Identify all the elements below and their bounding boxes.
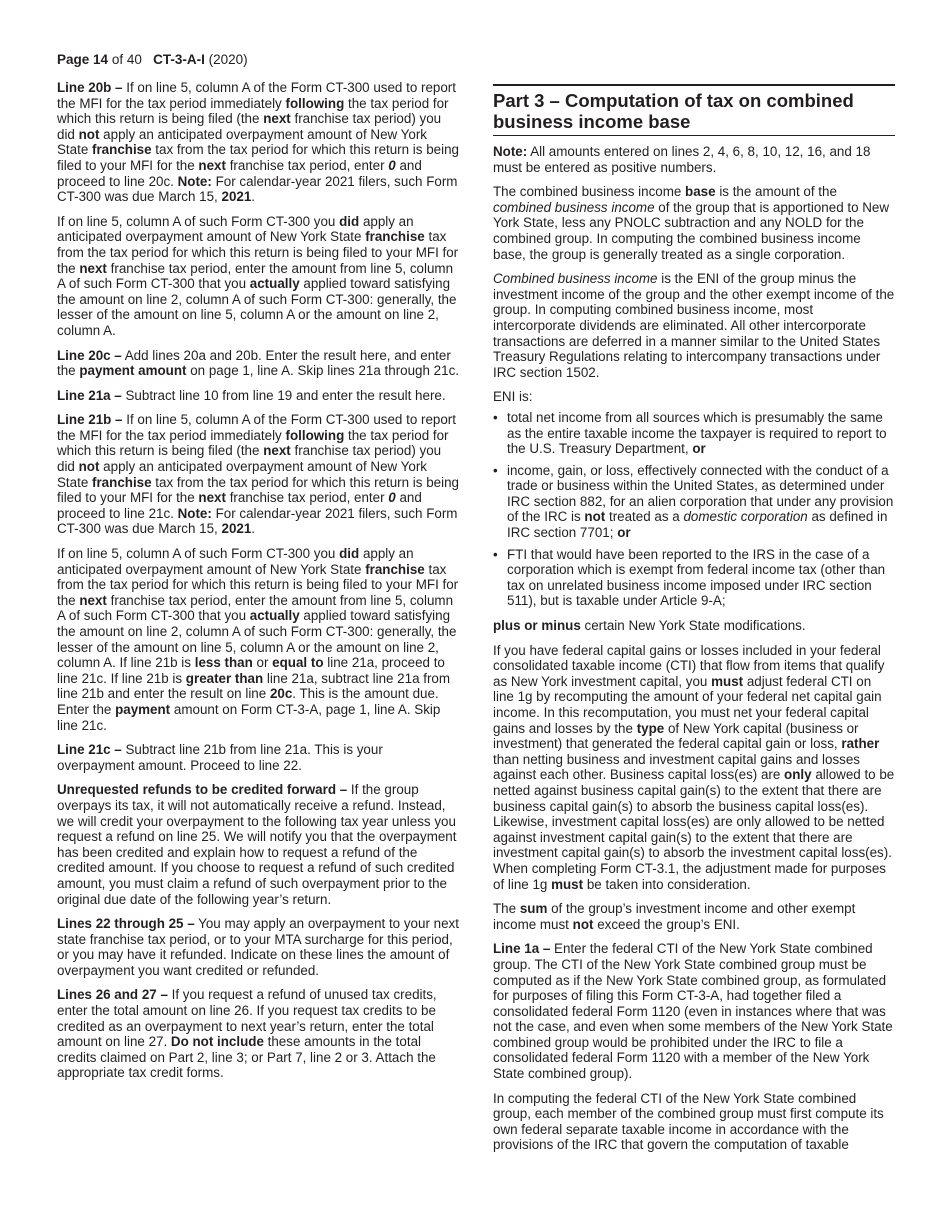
line-21c-paragraph: Line 21c – Subtract line 21b from line 21a. This is your overpayment amount. Proceed to line 22. (57, 742, 383, 773)
unrequested-refunds-paragraph: Unrequested refunds to be credited forward – If the group overpays its tax, it will not automatically receive a refund. Instead, we will credit your overpayment to the following tax year unless you request a refund on line 25. We will notify you that the overpayment has been credited and explain how to request a refund of the credited amount. If you choose to request a refund of such credited amount, you must claim a refund of such overpayment prior to the original due date of the following year’s return. (57, 782, 457, 907)
combined-income-definition-paragraph: Combined business income is the ENI of the group minus the investment income of the group and the other exempt income of the group. In computing combined business income, most intercorporate dividends are eliminated. All other intercorporate transactions are deferred in a manner similar to the United States Treasury Regulations relating to intercompany transactions under IRC section 1502. (493, 271, 895, 380)
line-1a-paragraph: Line 1a – Enter the federal CTI of the New York State combined group. The CTI of the New York State combined group must be computed as if the New York State combined group, as formulated for purposes of filing this Form CT-3-A, had together filed a consolidated federal Form 1120 (even in instances where that was not the case, and even when some members of the New York State combined group would be prohibited under the IRC to file a consolidated federal Form 1120 with a member of the New York State combined group). (493, 941, 893, 1082)
computing-cti-paragraph: In computing the federal CTI of the New York State combined group, each member of the combined group must first compute its own federal separate taxable income in accordance with the provisions of the IRC that govern the computation of taxable (493, 1090, 884, 1153)
list-item: • total net income from all sources which is presumably the same as the entire taxable income the taxpayer is required to report to the U.S. Treasury Department, or (493, 410, 895, 457)
eni-bullet-list (493, 410, 895, 609)
part-3-heading: Part 3 – Computation of tax on combined business income base (493, 84, 895, 136)
page-total: of 40 (111, 52, 142, 67)
plus-or-minus-paragraph: plus or minus certain New York State modifications. (493, 618, 806, 634)
left-column (57, 80, 460, 1090)
eni-is-label: ENI is: (493, 389, 533, 405)
right-column (493, 84, 895, 1162)
lines-22-25-paragraph: Lines 22 through 25 – You may apply an overpayment to your next state franchise tax period, or to your MTA surcharge for this period, or you may have it refunded. Indicate on these lines the amount of overpayment you want credited or refunded. (57, 916, 459, 978)
note-paragraph: Note: All amounts entered on lines 2, 4, 6, 8, 10, 12, 16, and 18 must be entered as positive numbers. (493, 144, 871, 175)
form-year: (2020) (208, 52, 248, 67)
page-header (57, 52, 248, 68)
form-code: CT-3-A-I (153, 52, 205, 67)
capital-gains-paragraph: If you have federal capital gains or losses included in your federal consolidated taxable income (CTI) that flow from items that qualify as New York investment capital, you must adjust federal CTI on line 1g by recomputing the amount of your federal net capital gain income. In this recomputation, you must net your federal capital gains and losses by the type of New York capital (business or investment) that generated the federal capital gain or loss, rather than netting business and investment capital gains and losses against each other. Business capital loss(es) are only allowed to be netted against business capital gain(s) to the extent that there are business capital gain(s) to absorb the business capital loss(es). Likewise, investment capital loss(es) are only allowed to be netted against investment capital gain(s) to the extent that there are investment capital gain(s) to absorb the investment capital loss(es). When completing Form CT-3.1, the adjustment made for purposes of line 1g must be taken into consideration. (493, 642, 895, 892)
list-item: • income, gain, or loss, effectively connected with the conduct of a trade or business within the United States, as determined under IRC section 882, for an alien corporation that under any provision of the IRC is not treated as a domestic corporation as defined in IRC section 7701; or (493, 463, 895, 541)
line-20b-paragraph-1: Line 20b – If on line 5, column A of the Form CT-300 used to report the MFI for the tax period immediately following the tax period for which this return is being filed (the next franchise tax period) you did not apply an anticipated overpayment amount of New York State franchise tax from the tax period for which this return is being filed to your MFI for the next franchise tax period, enter 0 and proceed to line 20c. Note: For calendar-year 2021 filers, such Form CT-300 was due March 15, 2021. (57, 80, 459, 205)
line-20b-paragraph-2: If on line 5, column A of such Form CT-300 you did apply an anticipated overpayment amount of New York State franchise tax from the tax period for which this return is being filed to your MFI for the next franchise tax period, enter the amount from line 5, column A of such Form CT-300 that you actually applied toward satisfying the amount on line 2, column A of such Form CT-300: generally, the lesser of the amount on line 5, column A or the amount on line 2, column A. (57, 213, 459, 338)
line-21b-paragraph-1: Line 21b – If on line 5, column A of the Form CT-300 used to report the MFI for the tax period immediately following the tax period for which this return is being filed (the next franchise tax period) you did not apply an anticipated overpayment amount of New York State franchise tax from the tax period for which this return is being filed to your MFI for the next franchise tax period, enter 0 and proceed to line 21c. Note: For calendar-year 2021 filers, such Form CT-300 was due March 15, 2021. (57, 412, 459, 537)
line-21b-paragraph-2: If on line 5, column A of such Form CT-300 you did apply an anticipated overpayment amount of New York State franchise tax from the tax period for which this return is being filed to your MFI for the next franchise tax period, enter the amount from line 5, column A of such Form CT-300 that you actually applied toward satisfying the amount on line 2, column A of such Form CT-300: generally, the lesser of the amount on line 5, column A or the amount on line 2, column A. If line 21b is less than or equal to line 21a, proceed to line 21c. If line 21b is greater than line 21a, subtract line 21a from line 21b and enter the result on line 20c. This is the amount due. Enter the payment amount on Form CT-3-A, page 1, line A. Skip line 21c. (57, 546, 459, 733)
line-21a-paragraph: Line 21a – Subtract line 10 from line 19 and enter the result here. (57, 387, 446, 403)
sum-paragraph: The sum of the group’s investment income and other exempt income must not exceed the group’s ENI. (493, 901, 856, 932)
lines-26-27-paragraph: Lines 26 and 27 – If you request a refund of unused tax credits, enter the total amount on line 26. If you request tax credits to be credited as an overpayment to next year’s return, enter the total amount on line 27. Do not include these amounts in the total credits claimed on Part 2, line 3; or Part 7, line 2 or 3. Attach the appropriate tax credit forms. (57, 987, 437, 1081)
combined-base-paragraph: The combined business income base is the amount of the combined business income of the group that is apportioned to New York State, less any PNOLC subtraction and any NOLD for the combined group. In computing the combined business income base, the group is generally treated as a single corporation. (493, 184, 890, 262)
list-item: • FTI that would have been reported to the IRS in the case of a corporation which is exempt from federal income tax (other than tax on unrelated business income imposed under IRC section 511), but is taxable under Article 9-A; (493, 547, 895, 609)
page-number: Page 14 (57, 52, 109, 67)
line-20c-paragraph: Line 20c – Add lines 20a and 20b. Enter the result here, and enter the payment amount on page 1, line A. Skip lines 21a through 21c. (57, 347, 459, 379)
